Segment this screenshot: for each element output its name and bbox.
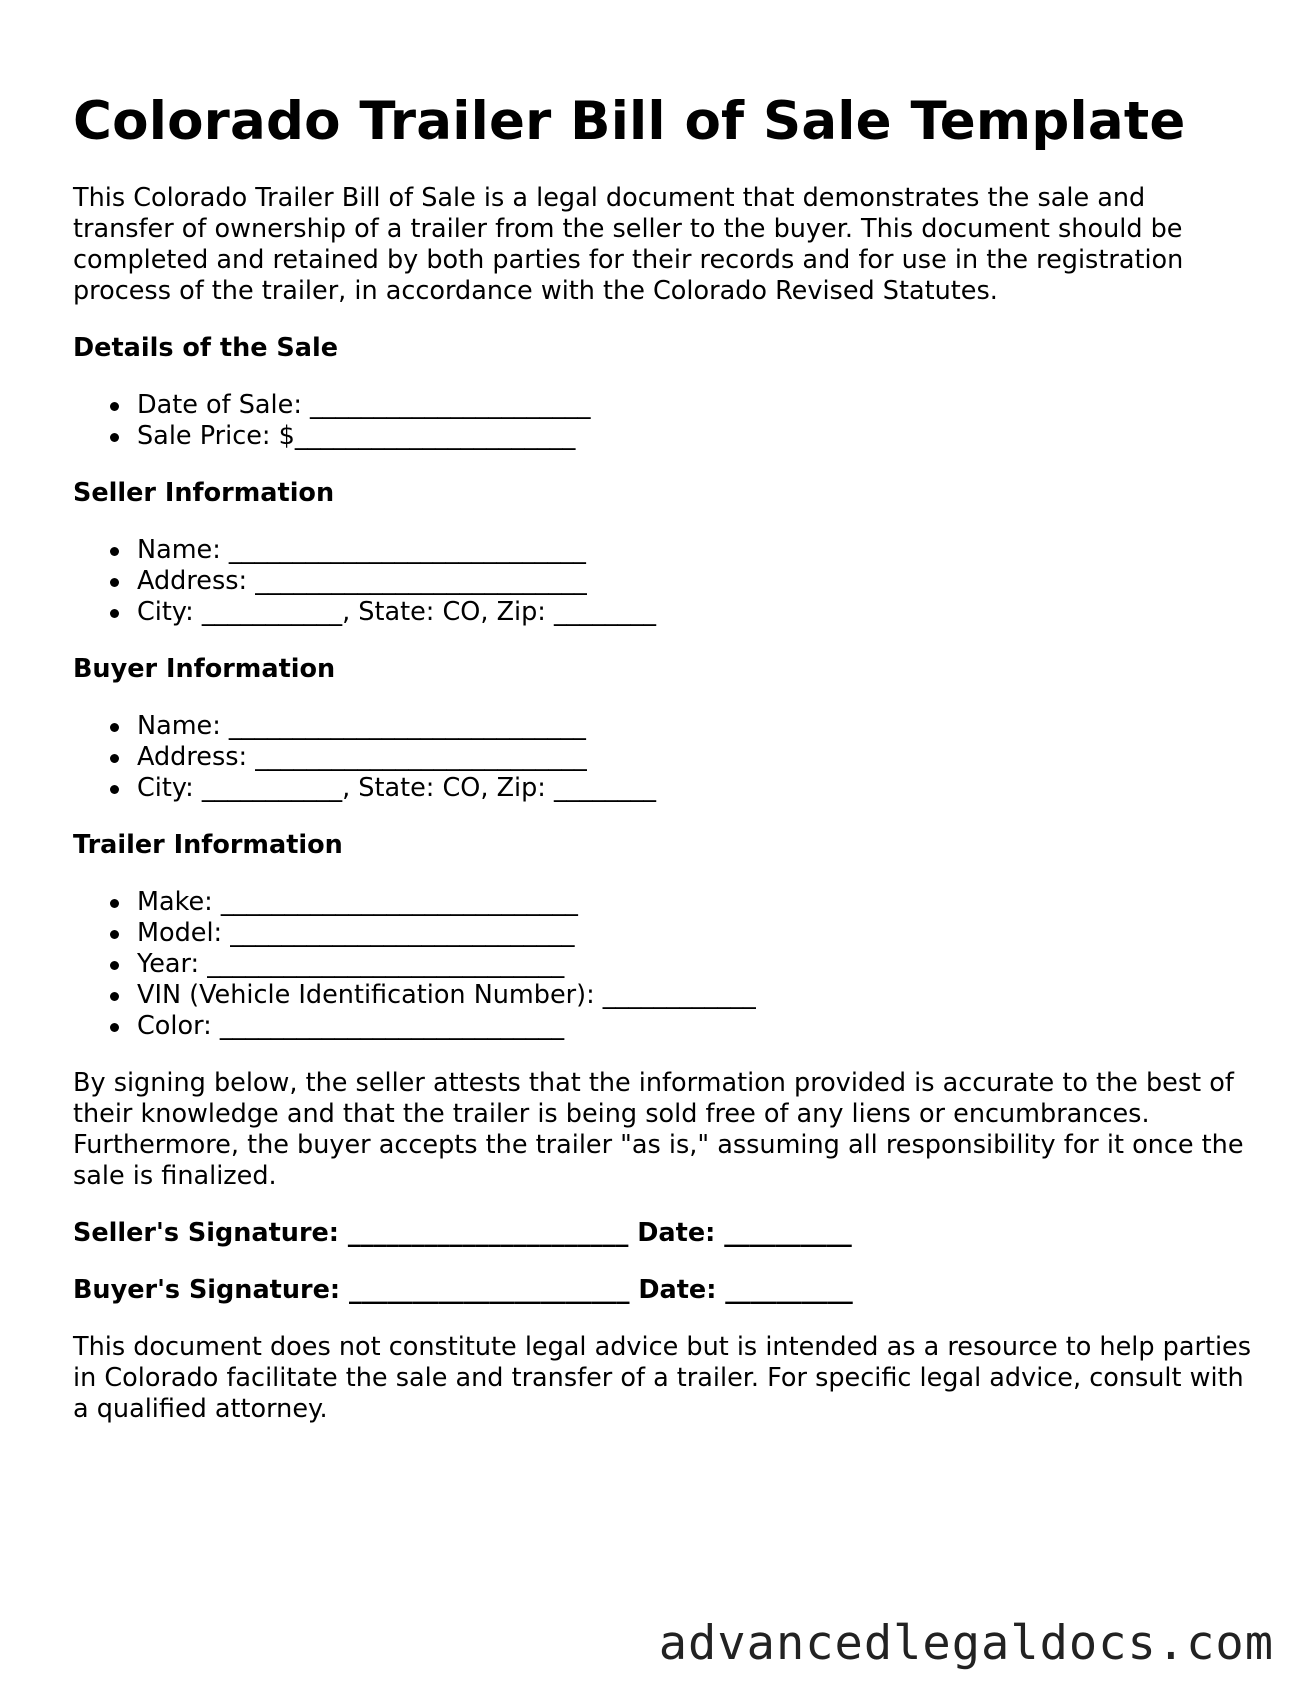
list-item: Color: ___________________________ xyxy=(137,1011,1253,1042)
sale-details-list xyxy=(73,390,1253,452)
intro-paragraph: This Colorado Trailer Bill of Sale is a legal document that demonstrates the sale and transfer of ownership of a trailer from the seller to the buyer. This document should be completed and retained by both parties for their records and for use in the registration process of the trailer, in accordance with the Colorado Revised Statutes. xyxy=(73,183,1184,306)
list-item: Address: __________________________ xyxy=(137,742,1253,773)
seller-signature-line: Seller's Signature: ______________________ Date: __________ xyxy=(73,1218,852,1248)
list-item: Year: ____________________________ xyxy=(137,949,1253,980)
list-item: Name: ____________________________ xyxy=(137,711,1253,742)
list-item: Make: ____________________________ xyxy=(137,887,1253,918)
list-item: Address: __________________________ xyxy=(137,566,1253,597)
seller-info-list xyxy=(73,535,1253,628)
sale-details-heading: Details of the Sale xyxy=(73,333,339,363)
buyer-info-list xyxy=(73,711,1253,804)
trailer-info-list xyxy=(73,887,1253,1042)
document-page xyxy=(73,0,1253,1425)
list-item: Sale Price: $______________________ xyxy=(137,421,1253,452)
list-item: Date of Sale: ______________________ xyxy=(137,390,1253,421)
list-item: City: ___________, State: CO, Zip: ________ xyxy=(137,773,1253,804)
list-item: Model: ___________________________ xyxy=(137,918,1253,949)
buyer-info-heading: Buyer Information xyxy=(73,654,336,684)
list-item: City: ___________, State: CO, Zip: ________ xyxy=(137,597,1253,628)
disclaimer-paragraph: This document does not constitute legal advice but is intended as a resource to help parties in Colorado facilitate the sale and transfer of a trailer. For specific legal advice, consult with a qualified attorney. xyxy=(73,1332,1252,1424)
list-item: VIN (Vehicle Identification Number): ____________ xyxy=(137,980,1253,1011)
seller-info-heading: Seller Information xyxy=(73,478,335,508)
trailer-info-heading: Trailer Information xyxy=(73,830,343,860)
list-item: Name: ____________________________ xyxy=(137,535,1253,566)
document-title: Colorado Trailer Bill of Sale Template xyxy=(73,91,1186,152)
site-watermark: advancedlegaldocs.com xyxy=(658,1616,1274,1671)
buyer-signature-line: Buyer's Signature: ______________________ Date: __________ xyxy=(73,1275,853,1305)
attestation-paragraph: By signing below, the seller attests that the information provided is accurate to the best of their knowledge and that the trailer is being sold free of any liens or encumbrances. Furthermore, the buyer accepts the trailer "as is," assuming all responsibility for it once the sale is finalized. xyxy=(73,1068,1244,1191)
